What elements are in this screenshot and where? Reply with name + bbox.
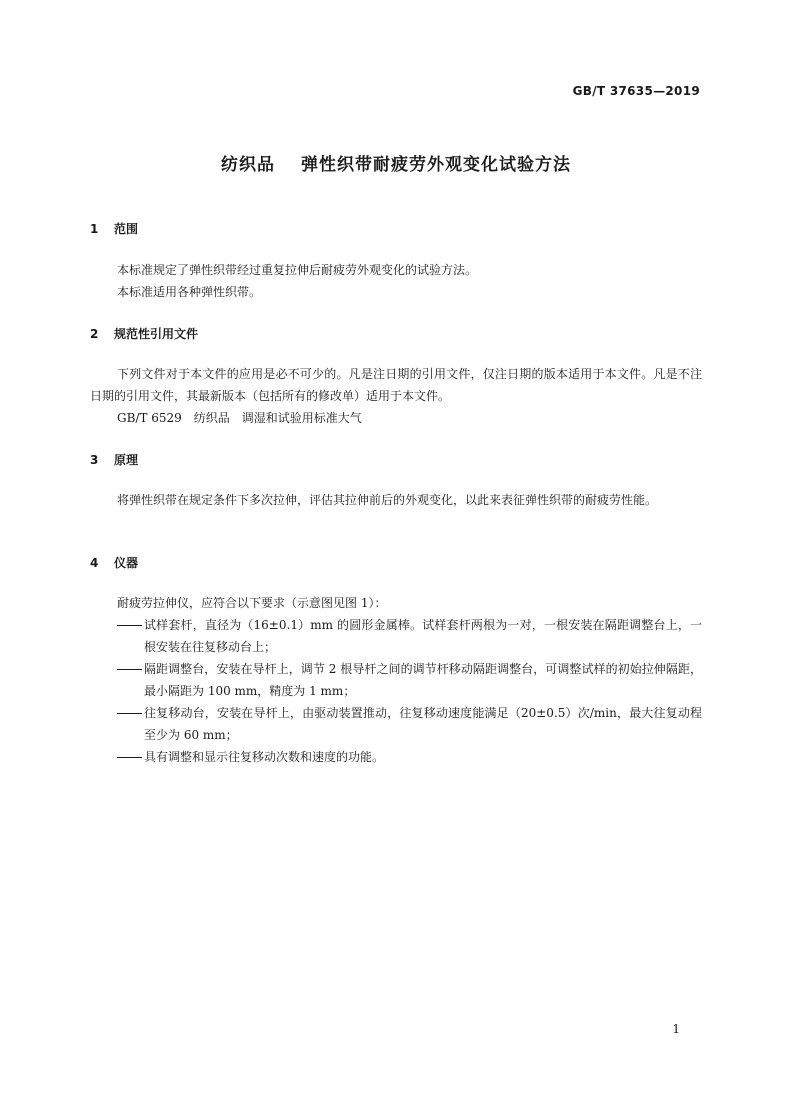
standard-code: GB/T 37635—2019 xyxy=(572,84,700,98)
section-title: 原理 xyxy=(114,453,139,467)
title-part-2: 弹性织带耐疲劳外观变化试验方法 xyxy=(301,155,571,175)
document-title xyxy=(0,150,792,175)
section-2-paragraph: 下列文件对于本文件的应用是必不可少的。凡是注日期的引用文件，仅注日期的版本适用于本文件。凡是不注日期的引用文件，其最新版本（包括所有的修改单）适用于本文件。 xyxy=(90,367,702,403)
page-number: 1 xyxy=(672,1022,680,1036)
section-title: 仪器 xyxy=(114,556,139,570)
section-1-paragraph-2: 本标准适用各种弹性织带。 xyxy=(117,285,262,299)
section-number: 3 xyxy=(90,453,99,467)
section-title: 规范性引用文件 xyxy=(114,327,199,341)
list-item xyxy=(117,746,702,768)
section-number: 1 xyxy=(90,222,99,236)
section-3-paragraph: 将弹性织带在规定条件下多次拉伸，评估其拉伸前后的外观变化，以此来表征弹性织带的耐疲劳性能。 xyxy=(117,493,658,507)
section-title: 范围 xyxy=(114,222,139,236)
section-number: 4 xyxy=(90,556,99,570)
list-item-text: 具有调整和显示往复移动次数和速度的功能。 xyxy=(144,750,385,764)
list-item-text: 试样套杆，直径为（16±0.1）mm 的圆形金属棒。试样套杆两根为一对，一根安装在隔距调整台上，一根安装在往复移动台上； xyxy=(144,618,702,654)
title-part-1: 纺织品 xyxy=(221,155,275,175)
list-item xyxy=(117,658,702,702)
normative-reference: GB/T 6529 纺织品 调湿和试验用标准大气 xyxy=(117,411,362,425)
list-item xyxy=(117,702,702,746)
section-1-heading xyxy=(90,220,138,237)
section-4-heading xyxy=(90,554,138,571)
list-item-text: 往复移动台，安装在导杆上，由驱动装置推动，往复移动速度能满足（20±0.5）次/min，最大往复动程至少为 60 mm； xyxy=(144,706,702,742)
section-number: 2 xyxy=(90,327,99,341)
section-4-intro: 耐疲劳拉伸仪，应符合以下要求（示意图见图 1）： xyxy=(117,596,387,610)
list-item-text: 隔距调整台，安装在导杆上，调节 2 根导杆之间的调节杆移动隔距调整台，可调整试样的初始拉伸隔距，最小隔距为 100 mm，精度为 1 mm； xyxy=(144,662,702,698)
section-1-paragraph-1: 本标准规定了弹性织带经过重复拉伸后耐疲劳外观变化的试验方法。 xyxy=(117,263,478,277)
list-item xyxy=(117,614,702,658)
section-3-heading xyxy=(90,451,138,468)
section-2-heading xyxy=(90,325,198,342)
